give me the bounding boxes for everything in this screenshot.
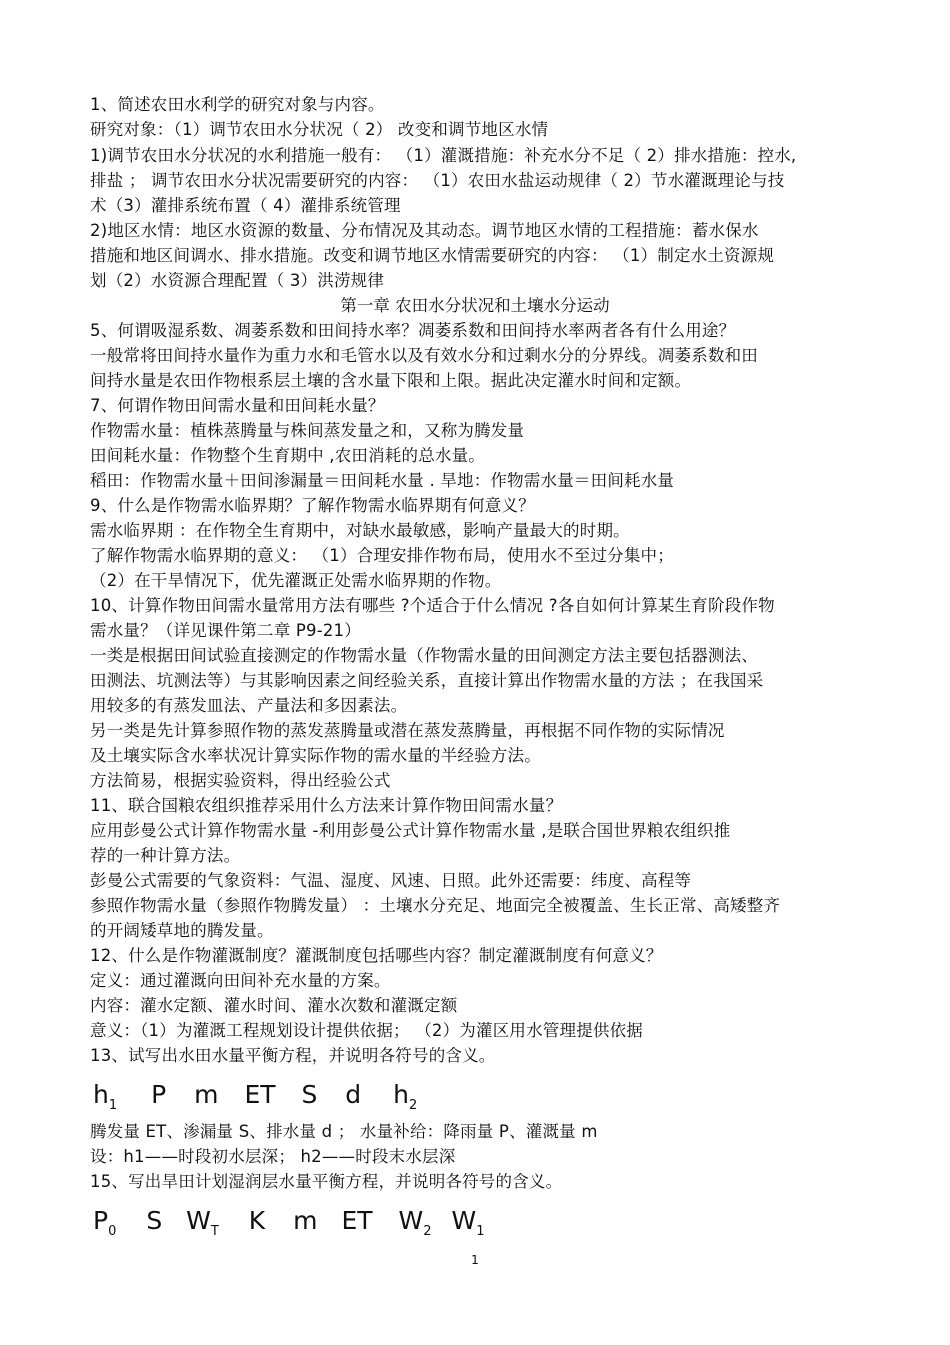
text-line: 田间耗水量：作物整个生育期中 ,农田消耗的总水量。: [90, 446, 485, 465]
text-line: 方法简易，根据实验资料，得出经验公式: [90, 771, 391, 790]
text-line: 内容：灌水定额、灌水时间、灌水次数和灌溉定额: [90, 996, 458, 1015]
text-line: 了解作物需水临界期的意义： （1）合理安排作物布局，使用水不至过分集中；: [90, 546, 674, 565]
text-line: 彭曼公式需要的气象资料：气温、湿度、风速、日照。此外还需要：纬度、高程等: [90, 871, 692, 890]
paddy-water-balance-formula: $h_1$ P m ET S d $h_2$: [93, 1080, 418, 1113]
question-12-title: 12、什么是作物灌溉制度？灌溉制度包括哪些内容？制定灌溉制度有何意义？: [90, 946, 663, 965]
text-line: 划（2）水资源合理配置（ 3）洪涝规律: [90, 271, 385, 290]
dryland-water-balance-formula: $P_0$ S $W_T$ K m ET $W_2$ $W_1$: [93, 1206, 485, 1239]
text-line: 意义：（1）为灌溉工程规划设计提供依据； （2）为灌区用水管理提供依据: [90, 1021, 643, 1040]
text-line: 术（3）灌排系统布置（ 4）灌排系统管理: [90, 196, 401, 215]
text-line: 一般常将田间持水量作为重力水和毛管水以及有效水分和过剩水分的分界线。凋萎系数和田: [90, 346, 758, 365]
text-line: 另一类是先计算参照作物的蒸发蒸腾量或潜在蒸发蒸腾量，再根据不同作物的实际情况: [90, 721, 725, 740]
question-11-title: 11、联合国粮农组织推荐采用什么方法来计算作物田间需水量？: [90, 796, 563, 815]
question-13-title: 13、试写出水田水量平衡方程，并说明各符号的含义。: [90, 1046, 496, 1065]
chapter-heading: 第一章 农田水分状况和土壤水分运动: [340, 296, 610, 315]
text-line: 研究对象：（1）调节农田水分状况（ 2） 改变和调节地区水情: [90, 120, 549, 139]
text-line: 参照作物需水量（参照作物腾发量） ：土壤水分充足、地面完全被覆盖、生长正常、高矮整齐: [90, 896, 781, 915]
text-line: 排盐 ； 调节农田水分状况需要研究的内容： （1）农田水盐运动规律（ 2）节水灌溉理论与技: [90, 171, 785, 190]
question-9-title: 9、什么是作物需水临界期？了解作物需水临界期有何意义？: [90, 496, 535, 515]
text-line: 2)地区水情：地区水资源的数量、分布情况及其动态。调节地区水情的工程措施：蓄水保水: [90, 221, 759, 240]
question-5-title: 5、何谓吸湿系数、凋萎系数和田间持水率？凋萎系数和田间持水率两者各有什么用途？: [90, 321, 736, 340]
text-line: 稻田：作物需水量＋田间渗漏量＝田间耗水量 . 旱地：作物需水量＝田间耗水量: [90, 471, 675, 490]
text-line: 措施和地区间调水、排水措施。改变和调节地区水情需要研究的内容： （1）制定水土资源规: [90, 246, 775, 265]
text-line: 一类是根据田间试验直接测定的作物需水量（作物需水量的田间测定方法主要包括器测法、: [90, 646, 758, 665]
question-10-title: 10、计算作物田间需水量常用方法有哪些 ?个适合于什么情况 ?各自如何计算某生育阶段作物: [90, 596, 775, 615]
text-line: 应用彭曼公式计算作物需水量 -利用彭曼公式计算作物需水量 ,是联合国世界粮农组织推: [90, 821, 731, 840]
text-line: 的开阔矮草地的腾发量。: [90, 921, 274, 940]
text-line: 荐的一种计算方法。: [90, 846, 241, 865]
text-line: （2）在干旱情况下，优先灌溉正处需水临界期的作物。: [90, 571, 502, 590]
question-1-title: 1、简述农田水利学的研究对象与内容。: [90, 95, 385, 114]
text-line: 需水临界期 ：在作物全生育期中，对缺水最敏感，影响产量最大的时期。: [90, 521, 630, 540]
text-line: 定义：通过灌溉向田间补充水量的方案。: [90, 971, 391, 990]
text-line: 用较多的有蒸发皿法、产量法和多因素法。: [90, 696, 408, 715]
text-line: 间持水量是农田作物根系层土壤的含水量下限和上限。据此决定灌水时间和定额。: [90, 371, 692, 390]
question-15-title: 15、写出旱田计划湿润层水量平衡方程，并说明各符号的含义。: [90, 1172, 563, 1191]
text-line: 需水量？（详见课件第二章 P9-21）: [90, 621, 361, 640]
text-line: 作物需水量：植株蒸腾量与株间蒸发量之和，又称为腾发量: [90, 421, 525, 440]
text-line: 及土壤实际含水率状况计算实际作物的需水量的半经验方法。: [90, 746, 541, 765]
page-number: 1: [471, 1253, 479, 1267]
text-line: 1)调节农田水分状况的水利措施一般有： （1）灌溉措施：补充水分不足（ 2）排水措施：控水,: [90, 146, 797, 165]
text-line: 设：h1——时段初水层深； h2——时段末水层深: [90, 1147, 456, 1166]
text-line: 田测法、坑测法等）与其影响因素之间经验关系，直接计算出作物需水量的方法 ；在我国采: [90, 671, 764, 690]
question-7-title: 7、何谓作物田间需水量和田间耗水量？: [90, 396, 385, 415]
text-line: 腾发量 ET、渗漏量 S、排水量 d ； 水量补给：降雨量 P、灌溉量 m: [90, 1122, 598, 1141]
